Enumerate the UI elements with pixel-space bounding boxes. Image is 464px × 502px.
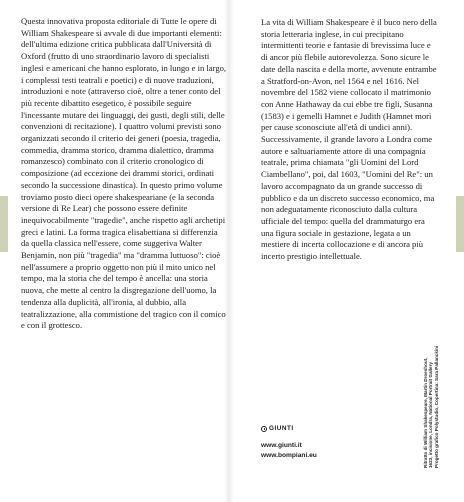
cover-credits bbox=[423, 345, 439, 468]
publisher-url[interactable]: www.bompiani.eu bbox=[261, 451, 317, 459]
description-column bbox=[21, 16, 227, 332]
credit-line: 1623, incisione, Londra, National Portrait Gallery bbox=[428, 362, 434, 468]
credit-line: Ritratto di William Shakespeare, Martin Droeshout, bbox=[423, 357, 428, 468]
biography-text: La vita di William Shakespeare è il buco nero della storia letteraria inglese, in cui precipitano intermittenti teorie e fantasie di brevissima luce e di ancor più flebile autorevolezza. Sono sicure le date della nascita e della morte, avvenute entrambe a Stratford-on-Avon, nel 1564 e nel 1616. Nel novembre del 1582 viene collocato il matrimonio con Anne Hathaway da cui ebbe tre figli, Susanna (1583) e i gemelli Hamnet e Judith (Hamnet morì per cause sconosciute all'età di undici anni). Successivamente, il grande lavoro a Londra come autore e saltuariamente attore di una compagnia teatrale, prima chiamata "gli Uomini del Lord Ciambellano", poi, dal 1603, "Uomini del Re": un lavoro accompagnato da un grande successo di pubblico e da un discreto successo economico, ma non adeguatamente riconosciuto dalla cultura ufficiale del tempo: quella del drammaturgo era una figura sociale in gestazione, legata a un mestiere di incerta collocazione e di ancora più incerto prestigio intellettuale. bbox=[261, 17, 437, 262]
giunti-logo-icon bbox=[261, 426, 267, 432]
right-edge-tab bbox=[456, 196, 464, 252]
publisher-logo-text: GIUNTI bbox=[269, 425, 294, 432]
publisher-logo bbox=[261, 425, 317, 432]
publisher-url[interactable]: www.giunti.it bbox=[261, 442, 302, 449]
description-text: Questa innovativa proposta editoriale di Tutte le opere di William Shakespeare si avvale di due importanti elementi: dell'ultima edizione critica pubblicata dall'Università di Oxford (frutto di uno straordinario lavoro di specialisti inglesi e americani che hanno esplorato, in lungo e in largo, i complessi testi teatrali e poetici) e di nuove traduzioni, introduzioni e note (attraverso cioè, oltre a tener conto del più recente dibattito esegetico, è possibile seguire l'incessante mutare dei linguaggi, dei gusti, degli stili, delle convenzioni di recitazione). I quattro volumi previsti sono organizzati secondo il criterio dei generi (poesia, tragedia, commedia, dramma storico, dramma dialettico, dramma romanzesco) combinato con il criterio cronologico di composizione (ad eccezione dei drammi storici, ordinati secondo la successione dinastica). In questo primo volume troviamo posto dieci opere shakespeariane (e la seconda versione di Re Lear) che possono essere definite inequivocabilmente "tragedie", anche rispetto agli archetipi greci e latini. La forma tragica elisabettiana si differenzia da quella classica nell'essere, come suggeriva Walter Benjamin, non più "tragedia" ma "dramma luttuoso": cioè nell'assumere a proprio oggetto non più il mito unico nel tempo, ma la storia che del tempo è ancella: una storia nuova, che mette al centro la disgregazione dell'uomo, la tendenza alla duplicità, all'ironia, al dubbio, alla teatralizzazione, alla commistione del tragico con il comico e con il grottesco. bbox=[21, 16, 227, 331]
publisher-block bbox=[261, 425, 317, 460]
left-edge-tab bbox=[0, 196, 8, 252]
credit-line: Progetto grafico Polystudio, Copertina: Sara Pallanckini bbox=[433, 345, 439, 468]
biography-column bbox=[261, 17, 439, 263]
